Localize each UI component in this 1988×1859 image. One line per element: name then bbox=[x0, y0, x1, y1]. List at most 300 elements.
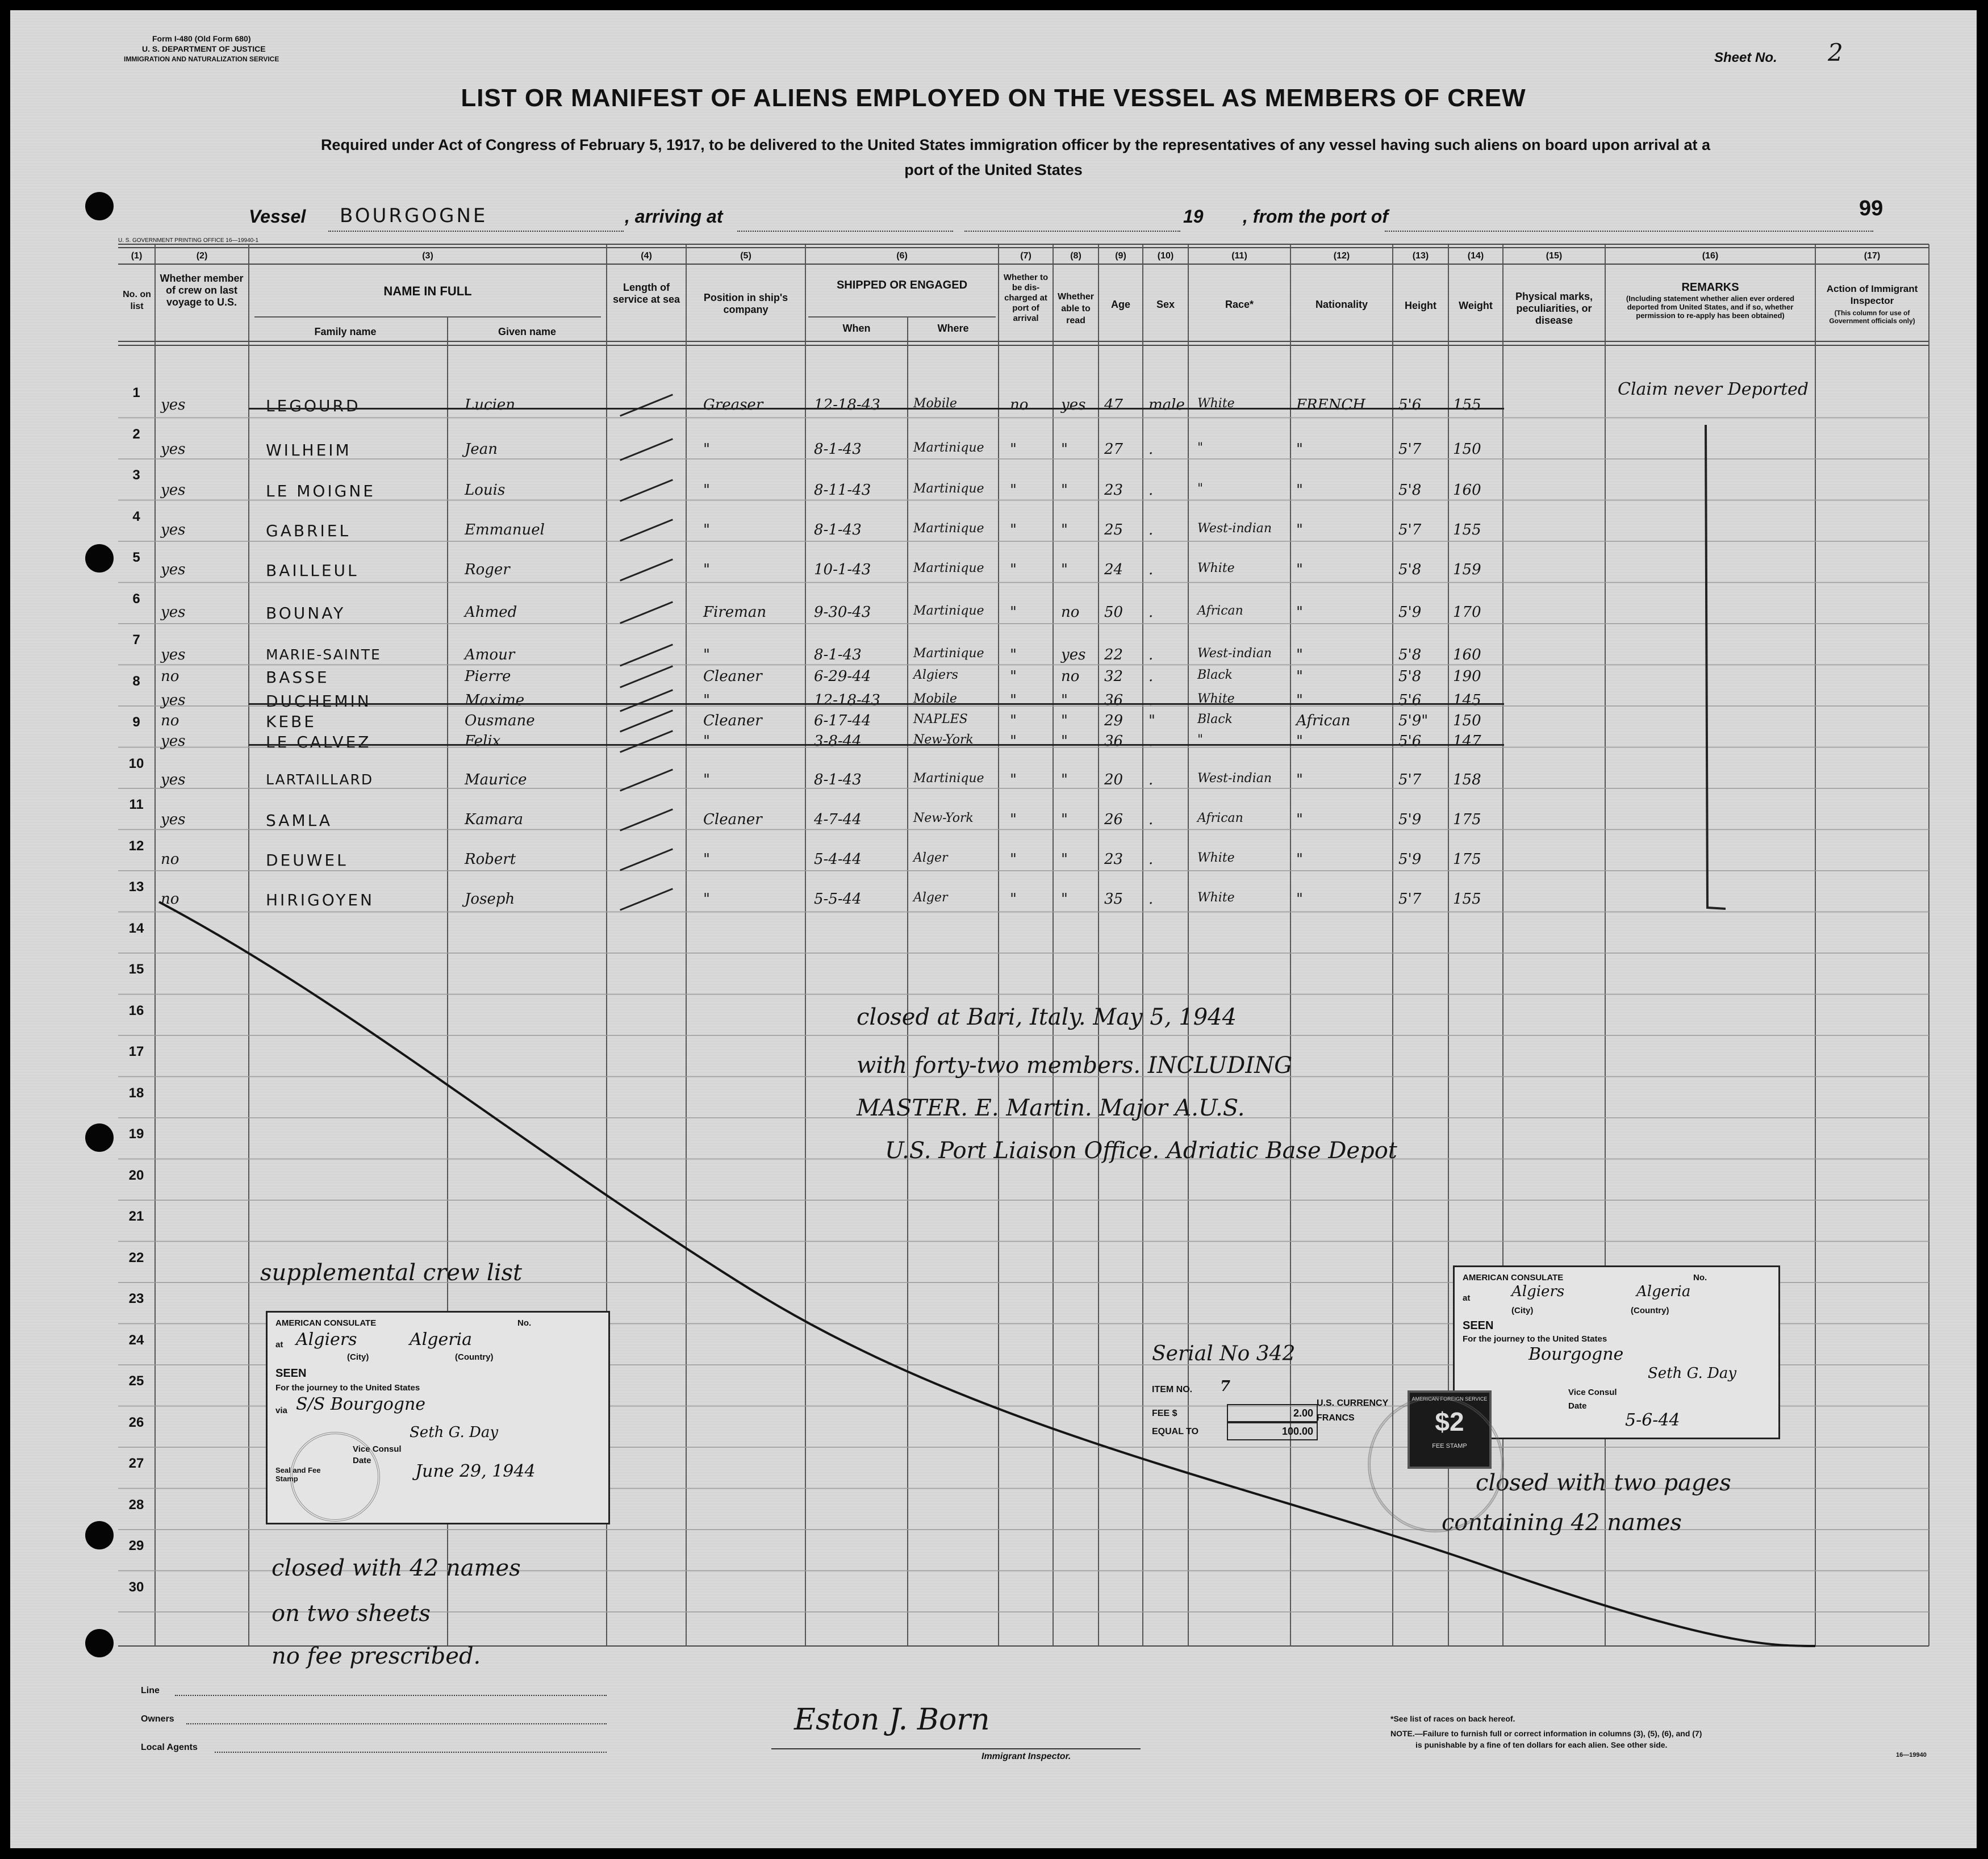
crew-nationality: " bbox=[1296, 668, 1303, 685]
crew-family-name: DUCHEMIN bbox=[266, 692, 371, 711]
crew-prev-voyage: yes bbox=[161, 604, 186, 621]
col-header-race: Race* bbox=[1225, 299, 1254, 310]
crew-age: 23 bbox=[1104, 482, 1124, 499]
note-closed-right-1: closed with two pages bbox=[1476, 1470, 1731, 1496]
crew-race: Black bbox=[1197, 668, 1233, 682]
stamp-at-label: at bbox=[1463, 1293, 1471, 1303]
arriving-label: , arriving at bbox=[625, 206, 723, 227]
crew-height: 5'6 bbox=[1398, 396, 1422, 413]
fee-stamp-amount: $2 bbox=[1435, 1407, 1464, 1436]
crew-discharged: " bbox=[1010, 441, 1017, 458]
stamp-date: June 29, 1944 bbox=[415, 1461, 536, 1481]
stamp-signature: Seth G. Day bbox=[410, 1424, 499, 1441]
stamp-country: Algeria bbox=[1636, 1283, 1691, 1300]
crew-height: 5'8 bbox=[1398, 561, 1422, 578]
crew-shipped-when: 5-4-44 bbox=[814, 851, 862, 868]
col-num-6: (6) bbox=[896, 251, 908, 261]
crew-discharged: " bbox=[1010, 712, 1017, 729]
crew-prev-voyage: yes bbox=[161, 733, 186, 750]
row-number: 28 bbox=[128, 1497, 144, 1513]
col-num-13: (13) bbox=[1412, 251, 1429, 261]
stamp-vice-consul: Vice Consul bbox=[1568, 1388, 1617, 1397]
crew-nationality: " bbox=[1296, 692, 1303, 709]
col-header-weight: Weight bbox=[1459, 300, 1493, 311]
crew-weight: 175 bbox=[1453, 851, 1481, 868]
printing-office: U. S. GOVERNMENT PRINTING OFFICE 16—19940-1 bbox=[118, 237, 259, 244]
crew-position: " bbox=[703, 692, 710, 709]
subtitle-line-1: Required under Act of Congress of February 5, 1917, to be delivered to the United States immigration officer by the representatives of any vessel having such aliens on board upon arrival at a bbox=[320, 136, 1711, 153]
row-number: 29 bbox=[128, 1538, 144, 1553]
row-number: 5 bbox=[132, 550, 140, 565]
crew-shipped-where: New-York bbox=[913, 733, 974, 747]
crew-given-name: Pierre bbox=[465, 668, 511, 685]
crew-sex: . bbox=[1148, 668, 1154, 685]
col-num-17: (17) bbox=[1864, 251, 1881, 261]
subtitle-line-2: port of the United States bbox=[904, 161, 1083, 178]
crew-shipped-when: 4-7-44 bbox=[814, 811, 862, 828]
crew-read: " bbox=[1061, 851, 1068, 868]
crew-shipped-where: Alger bbox=[913, 851, 948, 865]
crew-height: 5'9 bbox=[1398, 604, 1422, 621]
col-header-physical: Physical marks, peculiarities, or disease bbox=[1515, 291, 1593, 326]
crew-discharged: " bbox=[1010, 521, 1017, 538]
stamp-country: Algeria bbox=[410, 1330, 473, 1350]
crew-weight: 160 bbox=[1453, 646, 1481, 663]
row-number: 30 bbox=[128, 1579, 144, 1595]
row-number: 1 bbox=[132, 385, 140, 400]
row-number: 23 bbox=[128, 1291, 144, 1306]
crew-age: 47 bbox=[1104, 396, 1124, 413]
crew-sex: male bbox=[1148, 396, 1185, 413]
stamp-vice-consul: Vice Consul bbox=[353, 1444, 402, 1454]
crew-prev-voyage: yes bbox=[161, 811, 186, 828]
crew-position: Fireman bbox=[703, 604, 767, 621]
crew-height: 5'9" bbox=[1398, 712, 1429, 729]
crew-prev-voyage: yes bbox=[161, 646, 186, 663]
crew-prev-voyage: no bbox=[161, 712, 179, 729]
crew-weight: 155 bbox=[1453, 891, 1481, 908]
fee-equal-value: 100.00 bbox=[1227, 1422, 1318, 1440]
col-header-service: Length of service at sea bbox=[612, 282, 680, 305]
col-header-no-on-list: No. on list bbox=[123, 290, 151, 311]
row-number: 13 bbox=[128, 879, 144, 895]
crew-read: " bbox=[1061, 771, 1068, 788]
crew-age: 36 bbox=[1104, 692, 1124, 709]
crew-race: White bbox=[1197, 692, 1235, 706]
crew-race: West-indian bbox=[1197, 646, 1272, 661]
crew-weight: 147 bbox=[1453, 733, 1481, 750]
footer-owners-label: Owners bbox=[141, 1714, 174, 1724]
page-number: 99 bbox=[1859, 197, 1883, 220]
crew-age: 32 bbox=[1104, 668, 1124, 685]
fee-value: 2.00 bbox=[1227, 1404, 1318, 1422]
consular-seal-icon bbox=[290, 1432, 380, 1522]
crew-read: yes bbox=[1061, 396, 1086, 413]
stamp-signature: Seth G. Day bbox=[1648, 1365, 1737, 1382]
crew-shipped-when: 6-29-44 bbox=[814, 668, 871, 685]
col-header-inspector-note: (This column for use of Government officials only) bbox=[1829, 309, 1915, 325]
crew-discharged: " bbox=[1010, 646, 1017, 663]
crew-read: " bbox=[1061, 482, 1068, 499]
crew-shipped-when: 8-1-43 bbox=[814, 646, 862, 663]
crew-family-name: MARIE-SAINTE bbox=[266, 646, 381, 663]
crew-age: 22 bbox=[1104, 646, 1124, 663]
row-number: 17 bbox=[128, 1044, 144, 1059]
col-header-remarks-note: (Including statement whether alien ever ordered deported from United States, and if so, whether permission to re-apply has been obtained) bbox=[1626, 294, 1795, 320]
crew-prev-voyage: yes bbox=[161, 692, 186, 709]
crew-height: 5'7 bbox=[1398, 441, 1422, 458]
footer-agents-label: Local Agents bbox=[141, 1743, 198, 1752]
fee-francs-label: FRANCS bbox=[1317, 1413, 1355, 1423]
col-header-sex: Sex bbox=[1156, 299, 1175, 310]
crew-read: " bbox=[1061, 692, 1068, 709]
crew-shipped-where: Martinique bbox=[913, 521, 984, 536]
crew-race: Black bbox=[1197, 712, 1233, 726]
crew-given-name: Maurice bbox=[465, 771, 527, 788]
crew-discharged: " bbox=[1010, 604, 1017, 621]
col-num-12: (12) bbox=[1333, 251, 1350, 261]
crew-age: 36 bbox=[1104, 733, 1124, 750]
col-num-2: (2) bbox=[196, 251, 208, 261]
stamp-via-label: via bbox=[275, 1406, 287, 1415]
crew-race: African bbox=[1197, 811, 1243, 825]
crew-discharged: " bbox=[1010, 771, 1017, 788]
crew-family-name: BASSE bbox=[266, 668, 329, 687]
col-num-11: (11) bbox=[1231, 251, 1247, 261]
crew-weight: 170 bbox=[1453, 604, 1481, 621]
crew-shipped-where: Mobile bbox=[913, 396, 957, 411]
stamp-seen: SEEN bbox=[275, 1367, 307, 1380]
row-number: 25 bbox=[128, 1373, 144, 1389]
col-header-name: NAME IN FULL bbox=[383, 284, 472, 298]
races-note: *See list of races on back hereof. bbox=[1390, 1714, 1515, 1723]
crew-discharged: " bbox=[1010, 811, 1017, 828]
crew-family-name: LEGOURD bbox=[266, 396, 361, 415]
footer-owners-underline bbox=[186, 1723, 607, 1724]
crew-height: 5'8 bbox=[1398, 482, 1422, 499]
crew-given-name: Kamara bbox=[465, 811, 524, 828]
crew-discharged: " bbox=[1010, 692, 1017, 709]
crew-given-name: Maxime bbox=[465, 692, 525, 709]
stamp-city: Algiers bbox=[1511, 1283, 1565, 1300]
note-closed-bari-3: MASTER. E. Martin. Major A.U.S. bbox=[857, 1095, 1245, 1121]
row-number: 9 bbox=[132, 715, 140, 730]
crew-age: 25 bbox=[1104, 521, 1124, 538]
crew-prev-voyage: yes bbox=[161, 482, 186, 499]
stamp-date-label: Date bbox=[1568, 1401, 1587, 1411]
crew-shipped-when: 8-11-43 bbox=[814, 482, 871, 499]
crew-given-name: Roger bbox=[465, 561, 510, 578]
note-closed-bari-4: U.S. Port Liaison Office. Adriatic Base Depot bbox=[885, 1138, 1397, 1164]
crew-shipped-where: Mobile bbox=[913, 692, 957, 706]
crew-position: " bbox=[703, 733, 710, 750]
crew-race: " bbox=[1197, 733, 1204, 747]
inspector-signature: Eston J. Born bbox=[794, 1703, 990, 1737]
crew-age: 26 bbox=[1104, 811, 1124, 828]
crew-sex: . bbox=[1148, 482, 1154, 499]
crew-sex: . bbox=[1148, 646, 1154, 663]
crew-weight: 190 bbox=[1453, 668, 1481, 685]
inspector-signature-line bbox=[771, 1748, 1141, 1749]
row-number: 24 bbox=[128, 1332, 144, 1348]
stamp-country-label: (Country) bbox=[1631, 1306, 1669, 1315]
crew-shipped-where: Martinique bbox=[913, 482, 984, 496]
crew-discharged: " bbox=[1010, 733, 1017, 750]
crew-nationality: " bbox=[1296, 891, 1303, 908]
crew-position: " bbox=[703, 561, 710, 578]
from-port-label: , from the port of bbox=[1243, 206, 1388, 227]
crew-sex: . bbox=[1148, 441, 1154, 458]
crew-height: 5'7 bbox=[1398, 771, 1422, 788]
crew-prev-voyage: no bbox=[161, 891, 179, 908]
crew-weight: 160 bbox=[1453, 482, 1481, 499]
crew-shipped-where: Martinique bbox=[913, 771, 984, 786]
crew-read: " bbox=[1061, 733, 1068, 750]
stamp-city-label: (City) bbox=[1511, 1306, 1534, 1315]
crew-sex: . bbox=[1148, 692, 1154, 709]
row-number: 14 bbox=[128, 920, 144, 936]
row-number: 27 bbox=[128, 1456, 144, 1471]
crew-family-name: HIRIGOYEN bbox=[266, 891, 374, 909]
inspector-label: Immigrant Inspector. bbox=[982, 1752, 1071, 1761]
footer-agents-underline bbox=[215, 1752, 607, 1753]
crew-sex: . bbox=[1148, 561, 1154, 578]
row-number: 26 bbox=[128, 1414, 144, 1430]
col-header-age: Age bbox=[1110, 299, 1130, 310]
footer-code: 16—19940 bbox=[1896, 1752, 1927, 1758]
note-closed-left-2: on two sheets bbox=[272, 1601, 431, 1627]
row-number: 18 bbox=[128, 1085, 144, 1101]
crew-given-name: Ahmed bbox=[465, 604, 517, 621]
fee-box bbox=[1152, 1379, 1408, 1453]
remarks-note: Claim never Deported bbox=[1618, 379, 1809, 399]
stamp-seal-label: Seal and Fee Stamp bbox=[275, 1466, 321, 1483]
form-number: Form I-480 (Old Form 680) bbox=[152, 34, 251, 43]
col-num-8: (8) bbox=[1070, 251, 1081, 261]
consular-seal-icon bbox=[1368, 1396, 1504, 1532]
crew-sex: . bbox=[1148, 811, 1154, 828]
crew-read: " bbox=[1061, 521, 1068, 538]
crew-sex: . bbox=[1148, 733, 1154, 750]
col-header-given-name: Given name bbox=[498, 326, 557, 337]
stamp-date: 5-6-44 bbox=[1625, 1410, 1680, 1430]
stamp-date-label: Date bbox=[353, 1456, 371, 1465]
crew-shipped-when: 6-17-44 bbox=[814, 712, 871, 729]
col-header-position: Position in ship's company bbox=[703, 292, 788, 315]
col-header-shipped: SHIPPED OR ENGAGED bbox=[836, 279, 968, 291]
crew-read: " bbox=[1061, 712, 1068, 729]
crew-discharged: " bbox=[1010, 668, 1017, 685]
crew-discharged: " bbox=[1010, 851, 1017, 868]
crew-shipped-when: 8-1-43 bbox=[814, 771, 862, 788]
row-number: 6 bbox=[132, 591, 140, 607]
crew-shipped-where: New-York bbox=[913, 811, 974, 825]
crew-read: " bbox=[1061, 891, 1068, 908]
crew-nationality: " bbox=[1296, 851, 1303, 868]
crew-family-name: GABRIEL bbox=[266, 521, 351, 540]
crew-family-name: LE MOIGNE bbox=[266, 482, 375, 500]
crew-given-name: Ousmane bbox=[465, 712, 535, 729]
row-number: 15 bbox=[128, 962, 144, 977]
stamp-seen: SEEN bbox=[1463, 1319, 1494, 1332]
crew-given-name: Robert bbox=[465, 851, 516, 868]
col-header-last-voyage: Whether member of crew on last voyage to U.S. bbox=[160, 273, 244, 308]
col-num-10: (10) bbox=[1157, 251, 1174, 261]
crew-family-name: KEBE bbox=[266, 712, 316, 731]
footer-line-label: Line bbox=[141, 1686, 160, 1695]
fee-equal-label: EQUAL TO bbox=[1152, 1427, 1199, 1436]
crew-read: " bbox=[1061, 811, 1068, 828]
crew-shipped-when: 8-1-43 bbox=[814, 441, 862, 458]
crew-position: Cleaner bbox=[703, 668, 762, 685]
year-label: 19 bbox=[1183, 206, 1204, 227]
crew-shipped-where: Algiers bbox=[913, 668, 958, 682]
row-number: 10 bbox=[128, 755, 144, 771]
fee-label: FEE $ bbox=[1152, 1409, 1177, 1418]
crew-race: White bbox=[1197, 561, 1235, 575]
crew-read: no bbox=[1061, 604, 1080, 621]
crew-discharged: " bbox=[1010, 891, 1017, 908]
crew-position: " bbox=[703, 646, 710, 663]
crew-weight: 155 bbox=[1453, 521, 1481, 538]
crew-weight: 175 bbox=[1453, 811, 1481, 828]
crew-shipped-where: NAPLES bbox=[913, 712, 968, 726]
crew-position: " bbox=[703, 771, 710, 788]
crew-position: " bbox=[703, 851, 710, 868]
crew-nationality: " bbox=[1296, 811, 1303, 828]
crew-height: 5'8 bbox=[1398, 668, 1422, 685]
sheet-number: 2 bbox=[1828, 39, 1843, 66]
crew-age: 29 bbox=[1104, 712, 1124, 729]
stamp-city: Algiers bbox=[296, 1330, 357, 1350]
crew-nationality: " bbox=[1296, 441, 1303, 458]
fee-stamp-top: AMERICAN FOREIGN SERVICE bbox=[1411, 1396, 1488, 1402]
crew-weight: 145 bbox=[1453, 692, 1481, 709]
crew-sex: . bbox=[1148, 521, 1154, 538]
consulate-stamp-left bbox=[266, 1311, 610, 1524]
crew-given-name: Louis bbox=[465, 482, 506, 499]
stamp-no-label: No. bbox=[1693, 1273, 1707, 1282]
crew-given-name: Emmanuel bbox=[465, 521, 545, 538]
crew-sex: . bbox=[1148, 604, 1154, 621]
stamp-country-label: (Country) bbox=[455, 1352, 494, 1362]
stamp-city-label: (City) bbox=[347, 1352, 369, 1362]
crew-weight: 150 bbox=[1453, 441, 1481, 458]
row-number: 7 bbox=[132, 632, 140, 647]
crew-nationality: African bbox=[1296, 712, 1351, 729]
crew-prev-voyage: yes bbox=[161, 441, 186, 458]
crew-discharged: " bbox=[1010, 482, 1017, 499]
page-title: LIST OR MANIFEST OF ALIENS EMPLOYED ON THE VESSEL AS MEMBERS OF CREW bbox=[461, 84, 1526, 112]
crew-race: White bbox=[1197, 891, 1235, 905]
crew-sex: " bbox=[1148, 712, 1155, 729]
stamp-via: S/S Bourgogne bbox=[296, 1394, 426, 1414]
crew-shipped-when: 3-8-44 bbox=[814, 733, 862, 750]
crew-shipped-where: Alger bbox=[913, 891, 948, 905]
col-num-1: (1) bbox=[131, 251, 143, 261]
row-number: 8 bbox=[132, 673, 140, 689]
crew-shipped-when: 12-18-43 bbox=[814, 396, 880, 413]
note-closed-right-2: containing 42 names bbox=[1442, 1510, 1682, 1536]
crew-position: " bbox=[703, 441, 710, 458]
crew-nationality: " bbox=[1296, 561, 1303, 578]
row-number: 16 bbox=[128, 1002, 144, 1018]
crew-given-name: Felix bbox=[465, 733, 501, 750]
crew-race: African bbox=[1197, 604, 1243, 618]
crew-discharged: " bbox=[1010, 561, 1017, 578]
stamp-no-label: No. bbox=[517, 1318, 532, 1328]
crew-shipped-when: 10-1-43 bbox=[814, 561, 871, 578]
row-number: 4 bbox=[132, 508, 140, 524]
col-num-15: (15) bbox=[1546, 251, 1563, 261]
crew-weight: 155 bbox=[1453, 396, 1481, 413]
crew-position: " bbox=[703, 521, 710, 538]
crew-given-name: Joseph bbox=[465, 891, 515, 908]
crew-family-name: WILHEIM bbox=[266, 441, 352, 459]
fine-note-2: is punishable by a fine of ten dollars for each alien. See other side. bbox=[1415, 1740, 1668, 1749]
vessel-name: BOURGOGNE bbox=[340, 204, 488, 227]
col-header-read: Whether able to read bbox=[1058, 292, 1094, 325]
row-number: 22 bbox=[128, 1250, 144, 1265]
crew-position: " bbox=[703, 482, 710, 499]
stamp-journey: For the journey to the United States bbox=[275, 1383, 420, 1393]
crew-age: 35 bbox=[1104, 891, 1124, 908]
crew-shipped-where: Martinique bbox=[913, 441, 984, 455]
crew-family-name: DEUWEL bbox=[266, 851, 348, 870]
manifest-sheet bbox=[10, 10, 1977, 1848]
row-number: 2 bbox=[132, 426, 140, 442]
fee-stamp-bottom: FEE STAMP bbox=[1432, 1443, 1467, 1449]
row-number: 21 bbox=[128, 1209, 144, 1224]
col-header-family-name: Family name bbox=[314, 326, 377, 337]
crew-age: 50 bbox=[1104, 604, 1124, 621]
crew-shipped-when: 12-18-43 bbox=[814, 692, 880, 709]
crew-family-name: BAILLEUL bbox=[266, 561, 359, 580]
row-number: 12 bbox=[128, 838, 144, 854]
crew-prev-voyage: yes bbox=[161, 521, 186, 538]
col-num-4: (4) bbox=[641, 251, 652, 261]
stamp-consulate-label: AMERICAN CONSULATE bbox=[1463, 1273, 1564, 1282]
crew-shipped-where: Martinique bbox=[913, 561, 984, 575]
crew-read: yes bbox=[1061, 646, 1086, 663]
crew-shipped-where: Martinique bbox=[913, 646, 984, 661]
note-serial: Serial No 342 bbox=[1152, 1342, 1296, 1365]
fee-item-value: 7 bbox=[1220, 1378, 1231, 1395]
crew-nationality: FRENCH bbox=[1296, 396, 1365, 413]
crew-nationality: " bbox=[1296, 482, 1303, 499]
crew-race: " bbox=[1197, 441, 1204, 455]
col-header-where: Where bbox=[937, 323, 969, 334]
note-supplemental: supplemental crew list bbox=[260, 1260, 523, 1286]
crew-given-name: Amour bbox=[465, 646, 515, 663]
crew-position: Cleaner bbox=[703, 712, 762, 729]
crew-family-name: SAMLA bbox=[266, 811, 333, 830]
crew-shipped-where: Martinique bbox=[913, 604, 984, 618]
col-header-height: Height bbox=[1405, 300, 1436, 311]
crew-given-name: Jean bbox=[465, 441, 498, 458]
col-header-remarks: REMARKS bbox=[1681, 281, 1739, 294]
crew-height: 5'9 bbox=[1398, 811, 1422, 828]
crew-position: " bbox=[703, 891, 710, 908]
crew-sex: . bbox=[1148, 851, 1154, 868]
crew-nationality: " bbox=[1296, 646, 1303, 663]
fine-note-1: NOTE.—Failure to furnish full or correct information in columns (3), (5), (6), and (7) bbox=[1390, 1729, 1702, 1738]
crew-sex: . bbox=[1148, 771, 1154, 788]
crew-read: " bbox=[1061, 441, 1068, 458]
crew-prev-voyage: no bbox=[161, 851, 179, 868]
note-closed-left-3: no fee prescribed. bbox=[272, 1643, 481, 1669]
crew-read: no bbox=[1061, 668, 1080, 685]
